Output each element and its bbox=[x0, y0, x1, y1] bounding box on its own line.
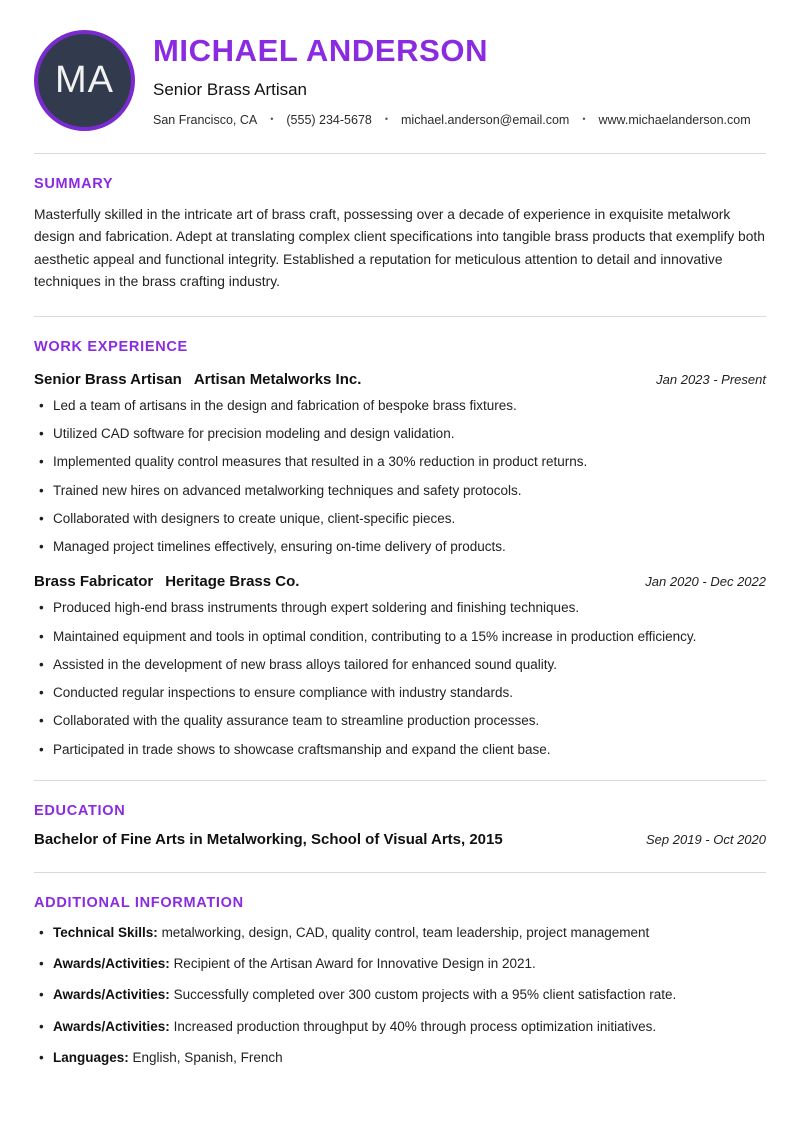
work-heading: WORK EXPERIENCE bbox=[34, 338, 188, 355]
additional-item-text: English, Spanish, French bbox=[132, 1049, 283, 1065]
additional-item bbox=[34, 985, 766, 1005]
bullet-item: • Produced high-end brass instruments through expert soldering and finishing techniques. bbox=[34, 598, 766, 618]
additional-item bbox=[34, 923, 766, 943]
contact-website[interactable]: www.michaelanderson.com bbox=[598, 112, 751, 127]
bullet-item: • Collaborated with designers to create unique, client-specific pieces. bbox=[34, 509, 766, 529]
job-header bbox=[34, 371, 766, 388]
additional-item-label: Languages: bbox=[53, 1049, 129, 1065]
contact-row bbox=[153, 113, 751, 127]
additional-item-label: Technical Skills: bbox=[53, 924, 158, 940]
job-title: Brass Fabricator bbox=[34, 573, 154, 591]
job-bullet-list bbox=[34, 598, 766, 760]
additional-list bbox=[34, 923, 766, 1068]
job-entry bbox=[34, 371, 766, 558]
education-degree: Bachelor of Fine Arts in Metalworking, School of Visual Arts, 2015 bbox=[34, 830, 503, 848]
bullet-item: • Assisted in the development of new brass alloys tailored for enhanced sound quality. bbox=[34, 655, 766, 675]
bullet-item: • Maintained equipment and tools in optimal condition, contributing to a 15% increase in production efficiency. bbox=[34, 627, 766, 647]
section-additional-information bbox=[34, 873, 766, 1085]
summary-text: Masterfully skilled in the intricate art of brass craft, possessing over a decade of experience in exquisite metalwork design and fabrication. Adept at translating complex client specifications into tangible brass products that exemplify both aesthetic appeal and functional integrity. Established a reputation for meticulous attention to detail and innovative techniques in the brass crafting industry. bbox=[34, 207, 765, 290]
additional-heading: ADDITIONAL INFORMATION bbox=[34, 894, 244, 911]
job-company: Artisan Metalworks Inc. bbox=[193, 370, 362, 388]
job-company: Heritage Brass Co. bbox=[165, 573, 300, 591]
contact-separator: • bbox=[384, 114, 389, 125]
additional-item bbox=[34, 1017, 766, 1037]
contact-separator: • bbox=[582, 114, 586, 125]
resume-header bbox=[34, 30, 766, 153]
bullet-item: • Implemented quality control measures that resulted in a 30% reduction in product returns. bbox=[34, 452, 766, 472]
additional-item-label: Awards/Activities: bbox=[53, 1018, 170, 1034]
summary-heading: SUMMARY bbox=[34, 176, 114, 192]
bullet-item: • Trained new hires on advanced metalworking techniques and safety protocols. bbox=[34, 481, 766, 501]
contact-location: San Francisco, CA bbox=[153, 112, 258, 127]
additional-item-label: Awards/Activities: bbox=[53, 956, 170, 972]
section-work-experience bbox=[34, 317, 766, 780]
contact-separator: • bbox=[270, 114, 274, 125]
additional-item-label: Awards/Activities: bbox=[53, 987, 170, 1003]
bullet-item: • Utilized CAD software for precision modeling and design validation. bbox=[34, 424, 766, 444]
contact-email[interactable]: michael.anderson@email.com bbox=[401, 112, 570, 127]
bullet-item: • Participated in trade shows to showcase craftsmanship and expand the client base. bbox=[34, 740, 766, 760]
education-dates: Sep 2019 - Oct 2020 bbox=[646, 831, 766, 847]
additional-item-text: metalworking, design, CAD, quality control, team leadership, project management bbox=[161, 924, 650, 940]
additional-item bbox=[34, 1048, 766, 1068]
additional-item-text: Successfully completed over 300 custom projects with a 95% client satisfaction rate. bbox=[173, 987, 677, 1003]
job-dates: Jan 2023 - Present bbox=[656, 371, 766, 387]
job-title-line bbox=[34, 573, 299, 590]
avatar bbox=[34, 30, 135, 131]
education-entry bbox=[34, 831, 766, 848]
bullet-item: • Collaborated with the quality assurance team to streamline production processes. bbox=[34, 711, 766, 731]
avatar-initials: MA bbox=[55, 59, 114, 101]
job-title-line bbox=[34, 371, 361, 388]
job-bullet-list bbox=[34, 396, 766, 558]
section-summary bbox=[34, 154, 766, 316]
job-title: Senior Brass Artisan bbox=[34, 370, 182, 388]
bullet-item: • Led a team of artisans in the design and fabrication of bespoke brass fixtures. bbox=[34, 396, 766, 416]
job-dates: Jan 2020 - Dec 2022 bbox=[645, 574, 766, 590]
bullet-item: • Managed project timelines effectively, ensuring on-time delivery of products. bbox=[34, 537, 766, 557]
contact-phone: (555) 234-5678 bbox=[286, 112, 372, 127]
section-education bbox=[34, 781, 766, 872]
header-text bbox=[153, 34, 751, 126]
candidate-job-title: Senior Brass Artisan bbox=[153, 79, 308, 99]
bullet-item: • Conducted regular inspections to ensure compliance with industry standards. bbox=[34, 683, 766, 703]
additional-item bbox=[34, 954, 766, 974]
additional-item-text: Recipient of the Artisan Award for Innovative Design in 2021. bbox=[173, 956, 536, 972]
additional-item-text: Increased production throughput by 40% through process optimization initiatives. bbox=[173, 1018, 657, 1034]
candidate-name: MICHAEL ANDERSON bbox=[153, 33, 489, 69]
job-header bbox=[34, 573, 766, 590]
education-heading: EDUCATION bbox=[34, 802, 126, 819]
job-entry bbox=[34, 573, 766, 760]
